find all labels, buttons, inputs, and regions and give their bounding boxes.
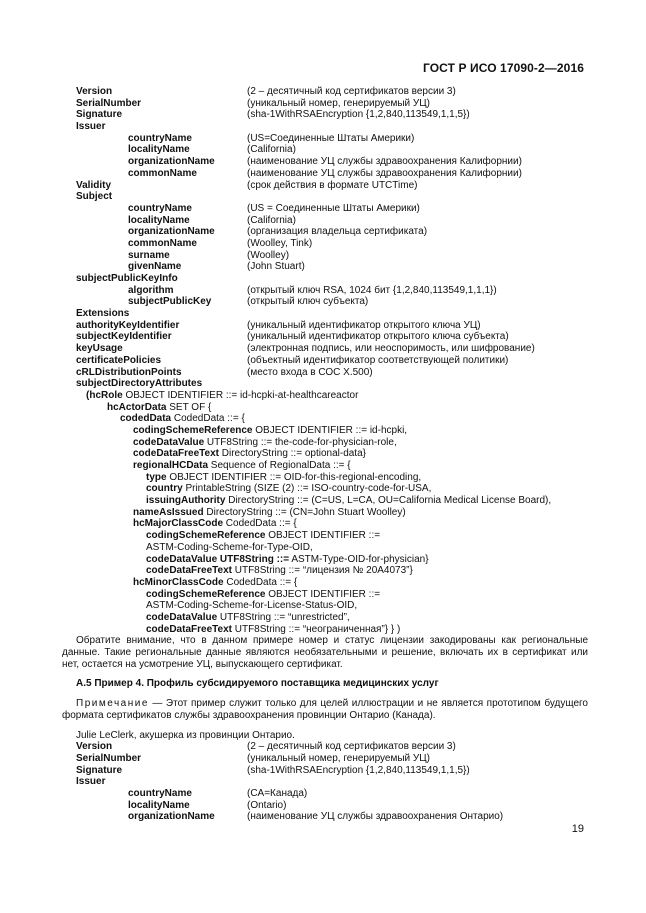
field-name: Issuer [76, 776, 106, 788]
asn1-line [62, 460, 588, 472]
field-row [62, 355, 588, 367]
field-row [62, 285, 588, 297]
asn1-text: UTF8String ::= “неограниченная”} } ) [231, 623, 401, 635]
field-row [62, 741, 588, 753]
asn1-keyword: codeDataFreeText [146, 623, 232, 635]
field-row [62, 378, 588, 390]
field-value: (2 – десятичный код сертификатов версии 3) [247, 741, 456, 753]
field-value: (уникальный номер, генерируемый УЦ) [247, 752, 430, 764]
field-value: (срок действия в формате UTCTime) [247, 179, 418, 191]
body-paragraph: Обратите внимание, что в данном примере номер и статус лицензии закодированы как региональные данные. Такие региональные данные являются необязательными и решение, включать их в сертификат или нет, остается на усмотрение УЦ, выпускающего сертификат. [62, 635, 588, 670]
asn1-keyword: codingSchemeReference [146, 530, 266, 542]
asn1-text: OBJECT IDENTIFIER ::= id-hcpki, [252, 424, 408, 436]
asn1-keyword: (hcRole [86, 389, 123, 401]
field-name: subjectPublicKey [128, 296, 212, 308]
field-row [62, 133, 588, 145]
field-row [62, 98, 588, 110]
field-value: (электронная подпись, или неоспоримость, или шифрование) [247, 343, 535, 355]
asn1-line [62, 612, 588, 624]
field-row [62, 800, 588, 812]
field-row [62, 296, 588, 308]
asn1-text: CodedData ::= { [223, 576, 298, 588]
asn1-keyword: regionalHCData [133, 460, 209, 471]
asn1-line [62, 554, 588, 566]
field-name: Issuer [76, 121, 106, 133]
asn1-line [62, 483, 588, 495]
asn1-keyword: codingSchemeReference [146, 588, 266, 600]
field-value: (US=Соединенные Штаты Америки) [247, 132, 415, 144]
field-row [62, 191, 588, 203]
asn1-line [62, 577, 588, 589]
asn1-keyword: codeDataValue [146, 611, 218, 623]
field-row [62, 343, 588, 355]
page-content [62, 86, 588, 823]
asn1-line [62, 437, 588, 449]
field-value: (открытый ключ RSA, 1024 бит {1,2,840,113549,1,1,1}) [247, 284, 497, 296]
asn1-keyword: country [146, 483, 183, 495]
field-row [62, 367, 588, 379]
field-value: (место входа в СОС X.500) [247, 366, 373, 378]
field-name: organizationName [128, 811, 215, 823]
asn1-line [62, 390, 588, 402]
certificate-fields-example3 [62, 86, 588, 390]
field-value: (sha-1WithRSAEncryption {1,2,840,113549,1,1,5}) [247, 764, 470, 776]
asn1-text: CodedData ::= { [223, 518, 297, 530]
field-row [62, 203, 588, 215]
field-value: (John Stuart) [247, 261, 305, 273]
asn1-keyword: hcMinorClassCode [133, 576, 224, 588]
asn1-keyword: hcMajorClassCode [133, 518, 224, 530]
asn1-line [62, 448, 588, 460]
asn1-keyword: codedData [120, 413, 172, 425]
asn1-text: PrintableString (SIZE (2) ::= ISO-country-code-for-USA, [182, 483, 432, 495]
field-row [62, 156, 588, 168]
asn1-text: UTF8String ::= “unrestricted”, [217, 611, 350, 623]
asn1-keyword: codingSchemeReference [133, 424, 253, 436]
asn1-text: DirectoryString ::= (C=US, L=CA, OU=California Medical License Board), [225, 495, 552, 507]
asn1-line [62, 402, 588, 414]
asn1-keyword: hcActorData [107, 401, 167, 413]
field-value: (Ontario) [247, 799, 287, 811]
asn1-text: CodedData ::= { [171, 413, 245, 425]
field-name: subjectDirectoryAttributes [76, 378, 203, 390]
field-row [62, 238, 588, 250]
section-title: А.5 Пример 4. Профиль субсидируемого поставщика медицинских услуг [76, 678, 439, 690]
asn1-keyword: codeDataValue [133, 436, 205, 448]
asn1-keyword: issuingAuthority [146, 495, 226, 507]
field-value: (Woolley, Tink) [247, 237, 313, 249]
field-row [62, 776, 588, 788]
asn1-text: ASTM-Coding-Scheme-for-Type-OID, [146, 541, 313, 553]
field-row [62, 109, 588, 121]
field-row [62, 261, 588, 273]
field-value: (CA=Канада) [247, 787, 308, 799]
asn1-text: OBJECT IDENTIFIER ::= [265, 588, 381, 600]
asn1-keyword: codeDataValue UTF8String ::= [146, 553, 290, 565]
field-name: cRLDistributionPoints [76, 366, 182, 378]
field-name: algorithm [128, 284, 174, 296]
field-name: Extensions [76, 308, 130, 320]
asn1-line [62, 472, 588, 484]
asn1-text: SET OF { [166, 401, 212, 413]
field-name: subjectPublicKeyInfo [76, 273, 178, 284]
asn1-line [62, 425, 588, 437]
page-number: 19 [571, 823, 584, 835]
field-value: (объектный идентификатор соответствующей политики) [247, 354, 509, 366]
asn1-line [62, 565, 588, 577]
field-row [62, 331, 588, 343]
asn1-keyword: codeDataFreeText [146, 565, 232, 577]
field-row [62, 273, 588, 285]
field-row [62, 811, 588, 823]
field-name: localityName [128, 144, 190, 156]
asn1-line [62, 413, 588, 425]
field-row [62, 250, 588, 262]
asn1-line [62, 589, 588, 601]
field-value: (организация владельца сертификата) [247, 226, 428, 238]
field-name: localityName [128, 799, 190, 811]
field-row [62, 226, 588, 238]
field-name: organizationName [128, 156, 215, 168]
field-value: (California) [247, 214, 296, 226]
asn1-line [62, 600, 588, 612]
field-row [62, 753, 588, 765]
note-label: Примечание [76, 698, 149, 710]
field-row [62, 320, 588, 332]
field-name: certificatePolicies [76, 354, 162, 366]
field-value: (sha-1WithRSAEncryption {1,2,840,113549,1,1,5}) [247, 109, 470, 121]
field-row [62, 308, 588, 320]
asn1-text: ASTM-Coding-Scheme-for-License-Status-OID, [146, 600, 358, 612]
field-row [62, 765, 588, 777]
field-row [62, 180, 588, 192]
field-name: givenName [128, 261, 182, 273]
field-name: commonName [128, 167, 197, 179]
certificate-fields-example4 [62, 741, 588, 823]
field-value: (уникальный идентификатор открытого ключа УЦ) [247, 319, 481, 331]
field-name: Subject [76, 191, 113, 203]
field-value: (уникальный идентификатор открытого ключа субъекта) [247, 331, 509, 343]
field-name: keyUsage [76, 343, 123, 355]
field-name: subjectKeyIdentifier [76, 331, 172, 343]
asn1-line [62, 530, 588, 542]
field-row [62, 121, 588, 133]
asn1-line [62, 495, 588, 507]
field-row [62, 168, 588, 180]
field-row [62, 788, 588, 800]
asn1-keyword: nameAsIssued [133, 506, 204, 518]
field-name: countryName [128, 202, 192, 214]
field-name: Version [76, 741, 113, 753]
field-name: Signature [76, 109, 123, 121]
asn1-line [62, 542, 588, 554]
field-value: (наименование УЦ службы здравоохранения Калифорнии) [247, 167, 522, 179]
field-name: countryName [128, 132, 192, 144]
asn1-text: DirectoryString ::= (CN=John Stuart Woolley) [203, 506, 406, 518]
asn1-line [62, 624, 588, 636]
asn1-block [62, 390, 588, 635]
field-name: surname [128, 249, 170, 261]
field-row [62, 144, 588, 156]
asn1-keyword: type [146, 471, 167, 483]
field-name: SerialNumber [76, 752, 142, 764]
field-name: localityName [128, 214, 190, 226]
asn1-text: UTF8String ::= “лицензия № 20A4073”} [231, 565, 413, 577]
field-value: (California) [247, 144, 296, 156]
asn1-text: UTF8String ::= the-code-for-physician-role, [204, 436, 397, 448]
field-name: Validity [76, 179, 112, 191]
example-intro: Julie LeClerk, акушерка из провинции Онтарио. [76, 729, 295, 741]
field-value: (US = Соединенные Штаты Америки) [247, 202, 420, 214]
asn1-text: OBJECT IDENTIFIER ::= OID-for-this-regional-encoding, [166, 471, 422, 483]
field-value: (открытый ключ субъекта) [247, 296, 369, 308]
asn1-text: Sequence of RegionalData ::= { [208, 460, 351, 471]
field-row [62, 86, 588, 98]
field-name: countryName [128, 787, 192, 799]
field-value: (наименование УЦ службы здравоохранения Калифорнии) [247, 156, 522, 168]
field-value: (Woolley) [247, 249, 290, 261]
asn1-text: OBJECT IDENTIFIER ::= [265, 530, 381, 542]
asn1-keyword: codeDataFreeText [133, 448, 219, 460]
note [62, 698, 588, 721]
field-name: commonName [128, 237, 197, 249]
asn1-text: OBJECT IDENTIFIER ::= id-hcpki-at-healthcareactor [122, 389, 359, 401]
asn1-text: DirectoryString ::= optional-data} [218, 448, 366, 460]
asn1-text: ASTM-Type-OID-for-physician} [289, 553, 429, 565]
field-name: Signature [76, 764, 123, 776]
field-row [62, 215, 588, 227]
field-value: (уникальный номер, генерируемый УЦ) [247, 97, 430, 109]
field-name: SerialNumber [76, 97, 142, 109]
field-name: authorityKeyIdentifier [76, 319, 180, 331]
asn1-line [62, 507, 588, 519]
field-name: Version [76, 86, 113, 97]
field-value: (наименование УЦ службы здравоохранения Онтарио) [247, 811, 504, 823]
field-name: organizationName [128, 226, 215, 238]
note-text: — Этот пример служит только для целей иллюстрации и не является прототипом будущего формата сертификатов службы здравоохранения провинции Онтарио (Канада). [62, 698, 588, 721]
asn1-line [62, 518, 588, 530]
document-header: ГОСТ Р ИСО 17090-2—2016 [422, 61, 584, 75]
field-value: (2 – десятичный код сертификатов версии 3) [247, 86, 456, 97]
